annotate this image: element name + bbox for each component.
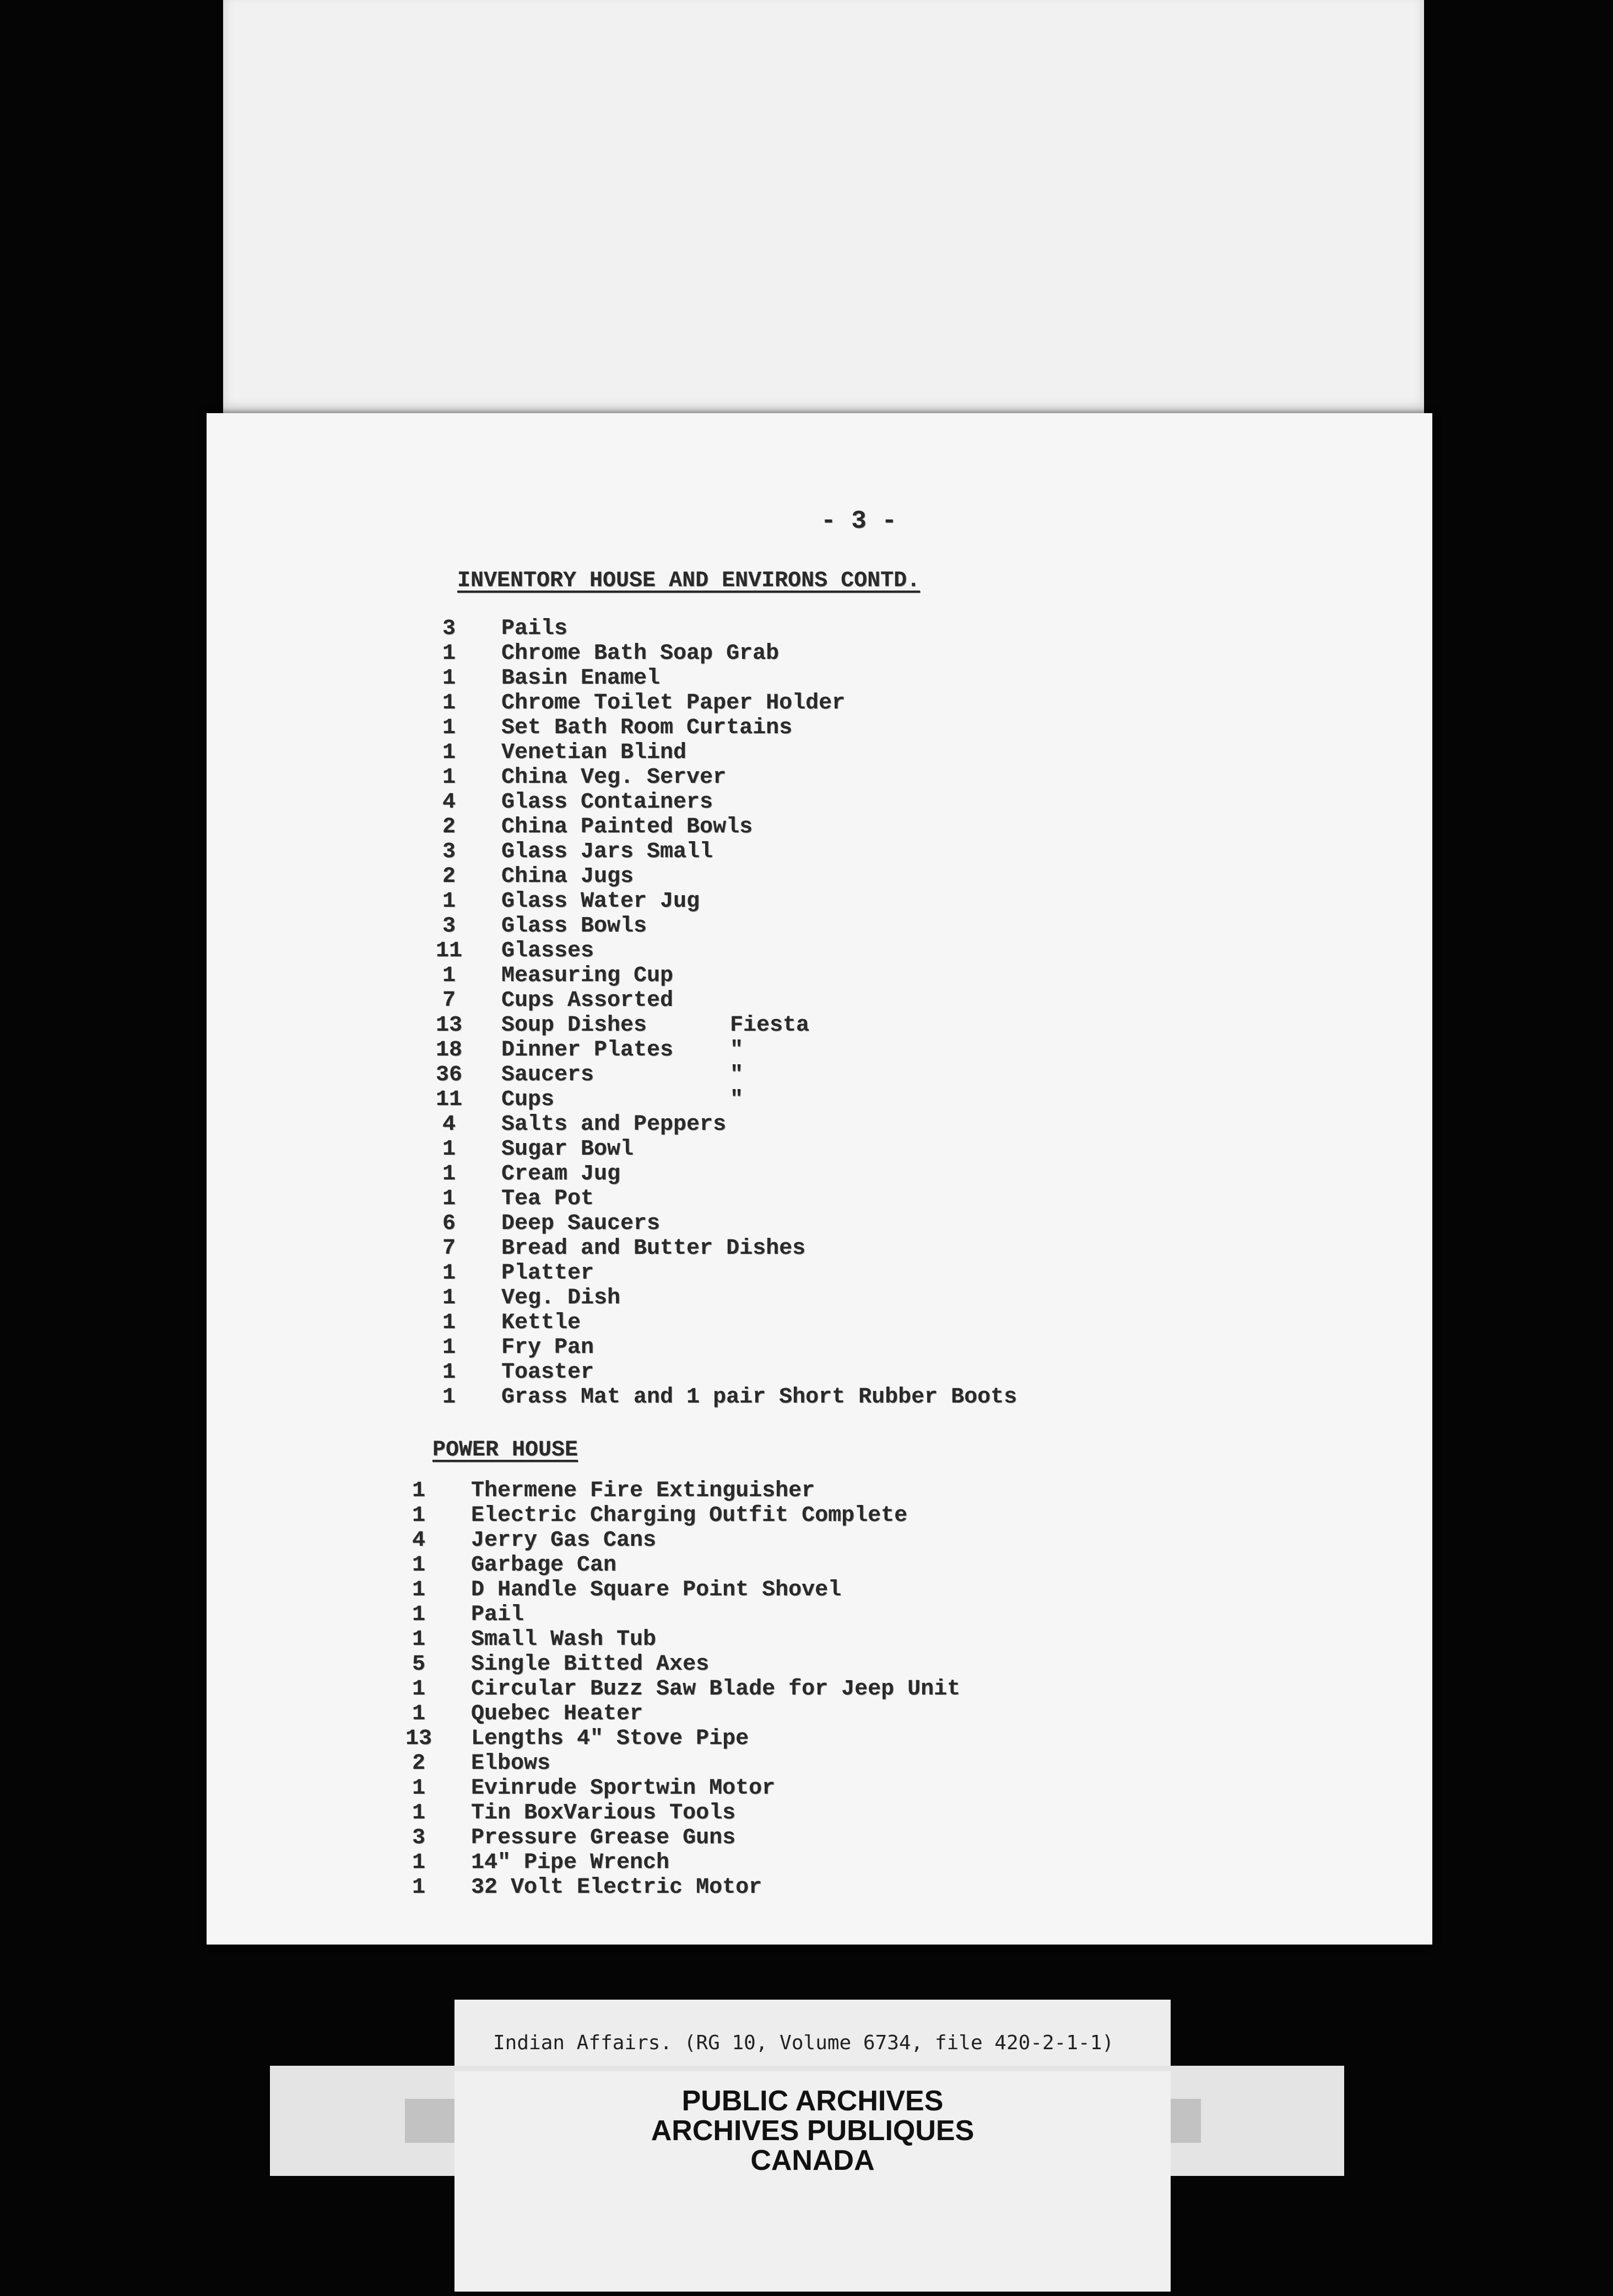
- item-quantity: 3: [442, 914, 456, 939]
- archive-stamp-label: [454, 2071, 1171, 2292]
- item-quantity: 1: [412, 1627, 425, 1652]
- item-description: Venetian Blind: [501, 740, 687, 765]
- item-note: ": [730, 1087, 744, 1112]
- item-description: Cups Assorted: [501, 988, 674, 1013]
- item-description: Pressure Grease Guns: [471, 1826, 736, 1850]
- item-quantity: 11: [435, 939, 462, 963]
- item-quantity: 1: [442, 765, 456, 790]
- item-quantity: 1: [412, 1677, 425, 1702]
- item-note: ": [730, 1038, 744, 1063]
- item-description: Deep Saucers: [501, 1211, 661, 1236]
- item-quantity: 1: [412, 1553, 425, 1578]
- archive-citation: Indian Affairs. (RG 10, Volume 6734, file 420-2-1-1): [493, 2032, 1114, 2054]
- item-quantity: 1: [442, 740, 456, 765]
- item-quantity: 1: [442, 641, 456, 666]
- item-description: Salts and Peppers: [501, 1112, 727, 1137]
- item-quantity: 6: [442, 1211, 456, 1236]
- item-quantity: 7: [442, 1236, 456, 1261]
- item-description: China Painted Bowls: [501, 815, 753, 840]
- page-number: - 3 -: [821, 507, 897, 535]
- item-description: Thermene Fire Extinguisher: [471, 1479, 815, 1503]
- item-description: Glass Jars Small: [501, 840, 713, 864]
- section-heading-inventory: INVENTORY HOUSE AND ENVIRONS CONTD.: [457, 568, 921, 593]
- item-quantity: 1: [412, 1850, 425, 1875]
- item-quantity: 1: [442, 963, 456, 988]
- stamp-line-2: ARCHIVES PUBLIQUES: [651, 2115, 975, 2147]
- item-quantity: 1: [412, 1801, 425, 1826]
- item-description: Chrome Bath Soap Grab: [501, 641, 780, 666]
- item-description: Toaster: [501, 1360, 594, 1385]
- item-quantity: 3: [442, 616, 456, 641]
- item-quantity: 4: [412, 1528, 425, 1553]
- item-description: Basin Enamel: [501, 666, 661, 691]
- underlying-page: [223, 0, 1424, 413]
- item-quantity: 18: [435, 1038, 462, 1063]
- stamp-line-3: CANADA: [750, 2145, 875, 2176]
- item-description: Saucers: [501, 1063, 594, 1087]
- item-description: Quebec Heater: [471, 1702, 643, 1726]
- item-description: China Jugs: [501, 864, 634, 889]
- item-description: Elbows: [471, 1751, 551, 1776]
- item-description: Bread and Butter Dishes: [501, 1236, 806, 1261]
- item-quantity: 36: [435, 1063, 462, 1087]
- item-description: Sugar Bowl: [501, 1137, 634, 1162]
- item-description: Fry Pan: [501, 1335, 594, 1360]
- item-quantity: 1: [412, 1578, 425, 1602]
- item-description: Jerry Gas Cans: [471, 1528, 657, 1553]
- item-description: Electric Charging Outfit Complete: [471, 1503, 908, 1528]
- item-quantity: 13: [435, 1013, 462, 1038]
- item-description: Small Wash Tub: [471, 1627, 657, 1652]
- item-quantity: 13: [405, 1726, 432, 1751]
- item-description: Kettle: [501, 1311, 581, 1335]
- item-quantity: 1: [442, 1335, 456, 1360]
- item-description: 14" Pipe Wrench: [471, 1850, 670, 1875]
- item-description: Glass Containers: [501, 790, 713, 815]
- item-quantity: 7: [442, 988, 456, 1013]
- item-description: D Handle Square Point Shovel: [471, 1578, 842, 1602]
- item-quantity: 3: [442, 840, 456, 864]
- item-description: Circular Buzz Saw Blade for Jeep Unit: [471, 1677, 961, 1702]
- item-quantity: 5: [412, 1652, 425, 1677]
- item-note: ": [730, 1063, 744, 1087]
- inventory-page: [207, 413, 1432, 1945]
- item-description: 32 Volt Electric Motor: [471, 1875, 762, 1900]
- item-description: China Veg. Server: [501, 765, 727, 790]
- item-quantity: 3: [412, 1826, 425, 1850]
- item-quantity: 2: [412, 1751, 425, 1776]
- item-description: Tin BoxVarious Tools: [471, 1801, 736, 1826]
- item-quantity: 1: [442, 1311, 456, 1335]
- item-quantity: 1: [412, 1602, 425, 1627]
- item-description: Evinrude Sportwin Motor: [471, 1776, 776, 1801]
- item-description: Veg. Dish: [501, 1286, 621, 1311]
- item-quantity: 1: [442, 666, 456, 691]
- item-quantity: 1: [442, 716, 456, 740]
- item-quantity: 4: [442, 1112, 456, 1137]
- item-description: Measuring Cup: [501, 963, 674, 988]
- item-description: Glasses: [501, 939, 594, 963]
- item-quantity: 2: [442, 815, 456, 840]
- item-description: Cream Jug: [501, 1162, 621, 1187]
- item-description: Set Bath Room Curtains: [501, 716, 793, 740]
- item-quantity: 1: [442, 1286, 456, 1311]
- item-description: Soup Dishes: [501, 1013, 647, 1038]
- item-quantity: 11: [435, 1087, 462, 1112]
- tape-mark-left: [405, 2099, 454, 2143]
- item-description: Tea Pot: [501, 1187, 594, 1211]
- item-quantity: 1: [442, 889, 456, 914]
- item-quantity: 1: [442, 1187, 456, 1211]
- item-description: Single Bitted Axes: [471, 1652, 710, 1677]
- item-quantity: 1: [442, 1137, 456, 1162]
- item-quantity: 1: [442, 1385, 456, 1410]
- item-description: Cups: [501, 1087, 555, 1112]
- item-quantity: 4: [442, 790, 456, 815]
- item-description: Grass Mat and 1 pair Short Rubber Boots: [501, 1385, 1017, 1410]
- item-quantity: 2: [442, 864, 456, 889]
- item-description: Pail: [471, 1602, 524, 1627]
- item-quantity: 1: [442, 1261, 456, 1286]
- item-description: Glass Bowls: [501, 914, 647, 939]
- section-heading-power-house: POWER HOUSE: [432, 1438, 578, 1463]
- item-quantity: 1: [412, 1776, 425, 1801]
- item-quantity: 1: [412, 1503, 425, 1528]
- item-description: Pails: [501, 616, 568, 641]
- item-description: Garbage Can: [471, 1553, 617, 1578]
- item-quantity: 1: [442, 1360, 456, 1385]
- stamp-line-1: PUBLIC ARCHIVES: [681, 2085, 944, 2117]
- item-note: Fiesta: [730, 1013, 810, 1038]
- item-description: Dinner Plates: [501, 1038, 674, 1063]
- item-quantity: 1: [412, 1479, 425, 1503]
- item-description: Platter: [501, 1261, 594, 1286]
- item-description: Lengths 4" Stove Pipe: [471, 1726, 749, 1751]
- item-description: Glass Water Jug: [501, 889, 700, 914]
- item-quantity: 1: [442, 1162, 456, 1187]
- item-description: Chrome Toilet Paper Holder: [501, 691, 846, 716]
- item-quantity: 1: [442, 691, 456, 716]
- item-quantity: 1: [412, 1875, 425, 1900]
- item-quantity: 1: [412, 1702, 425, 1726]
